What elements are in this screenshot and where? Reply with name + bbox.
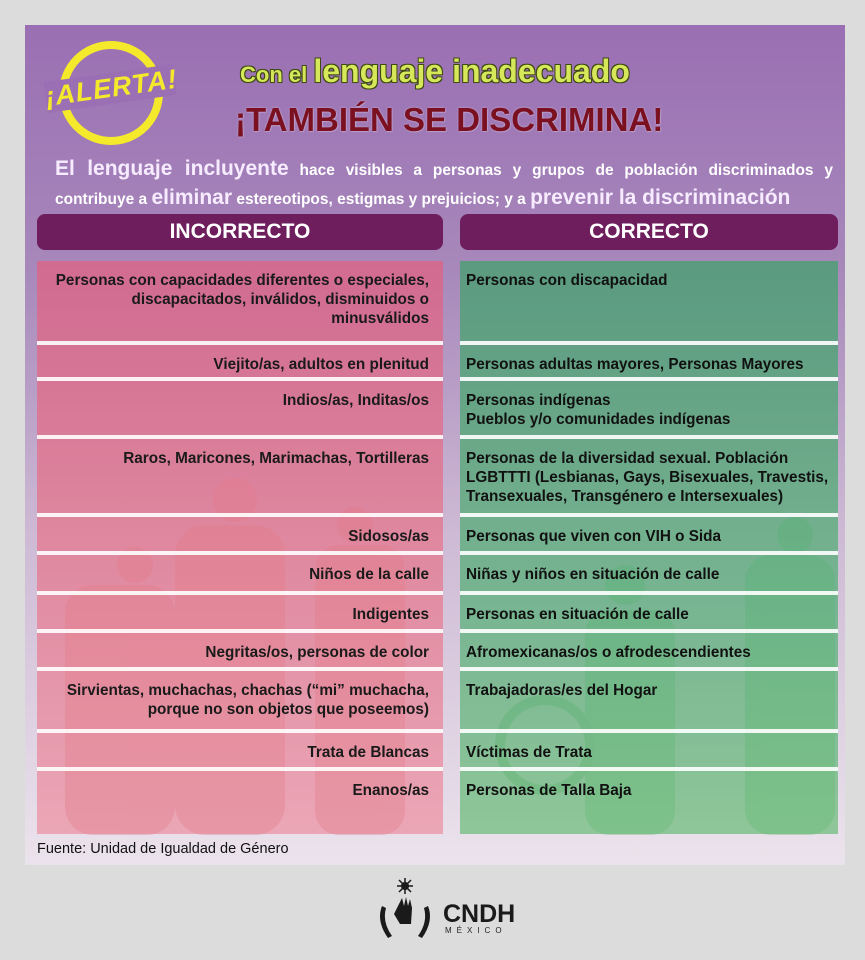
correct-row-10: Víctimas de Trata bbox=[466, 744, 592, 761]
title-prefix: Con el bbox=[240, 62, 308, 87]
correct-row-9: Trabajadoras/es del Hogar bbox=[466, 682, 658, 699]
correct-row-8: Afromexicanas/os o afrodescendientes bbox=[466, 644, 751, 661]
title-line-2: ¡TAMBIÉN SE DISCRIMINA! bbox=[235, 101, 664, 138]
header-correct: CORRECTO bbox=[460, 214, 838, 250]
intro-part-4: estereotipos, estigmas y prejuicios; y a bbox=[236, 191, 526, 208]
source-note: Fuente: Unidad de Igualdad de Género bbox=[37, 841, 289, 857]
intro-part-3: eliminar bbox=[151, 186, 233, 209]
cndh-name: CNDH bbox=[443, 900, 516, 928]
intro-paragraph bbox=[55, 155, 833, 213]
title-line-1 bbox=[240, 53, 630, 90]
correct-row-7: Personas en situación de calle bbox=[466, 606, 689, 623]
incorrect-row-6: Niños de la calle bbox=[309, 566, 429, 583]
correct-row-1: Personas con discapacidad bbox=[466, 272, 668, 289]
incorrect-row-1: Personas con capacidades diferentes o especiales, discapacitados, inválidos, disminuidos o minusválidos bbox=[55, 272, 429, 327]
intro-part-1: El lenguaje incluyente bbox=[55, 157, 289, 180]
correct-row-11: Personas de Talla Baja bbox=[466, 782, 632, 799]
incorrect-row-4: Raros, Maricones, Marimachas, Tortilleras bbox=[123, 450, 429, 467]
incorrect-row-3: Indios/as, Inditas/os bbox=[282, 392, 429, 409]
header-incorrect: INCORRECTO bbox=[37, 214, 443, 250]
poster bbox=[25, 25, 845, 865]
correct-row-4: Personas de la diversidad sexual. Población LGBTTTI (Lesbianas, Gays, Bisexuales, Travestis, Transexuales, Transgénero e Intersexuales) bbox=[466, 450, 829, 505]
correct-row-6: Niñas y niños en situación de calle bbox=[466, 566, 720, 583]
incorrect-row-10: Trata de Blancas bbox=[307, 744, 429, 761]
cndh-emblem-icon bbox=[370, 876, 440, 946]
incorrect-row-2: Viejito/as, adultos en plenitud bbox=[213, 356, 429, 373]
intro-part-5: prevenir la discriminación bbox=[530, 186, 791, 209]
correct-row-3: Personas indígenas Pueblos y/o comunidades indígenas bbox=[466, 392, 731, 428]
incorrect-column bbox=[37, 261, 443, 834]
incorrect-row-7: Indigentes bbox=[352, 606, 429, 623]
title-highlight: lenguaje inadecuado bbox=[313, 53, 630, 89]
incorrect-row-8: Negritas/os, personas de color bbox=[205, 644, 429, 661]
cndh-country: MÉXICO bbox=[445, 926, 507, 935]
incorrect-row-9: Sirvientas, muchachas, chachas (“mi” muchacha, porque no son objetos que poseemos) bbox=[66, 682, 429, 718]
intro-part-2: hace visibles a personas y grupos de población discriminados y contribuye a bbox=[55, 162, 834, 208]
incorrect-row-11: Enanos/as bbox=[352, 782, 429, 799]
incorrect-row-5: Sidosos/as bbox=[348, 528, 429, 545]
alert-label: ¡ALERTA! bbox=[43, 63, 180, 112]
cndh-logo bbox=[370, 876, 540, 946]
correct-column bbox=[460, 261, 838, 834]
correct-row-2: Personas adultas mayores, Personas Mayores bbox=[466, 356, 804, 373]
correct-row-5: Personas que viven con VIH o Sida bbox=[466, 528, 722, 545]
alert-badge bbox=[43, 35, 180, 150]
